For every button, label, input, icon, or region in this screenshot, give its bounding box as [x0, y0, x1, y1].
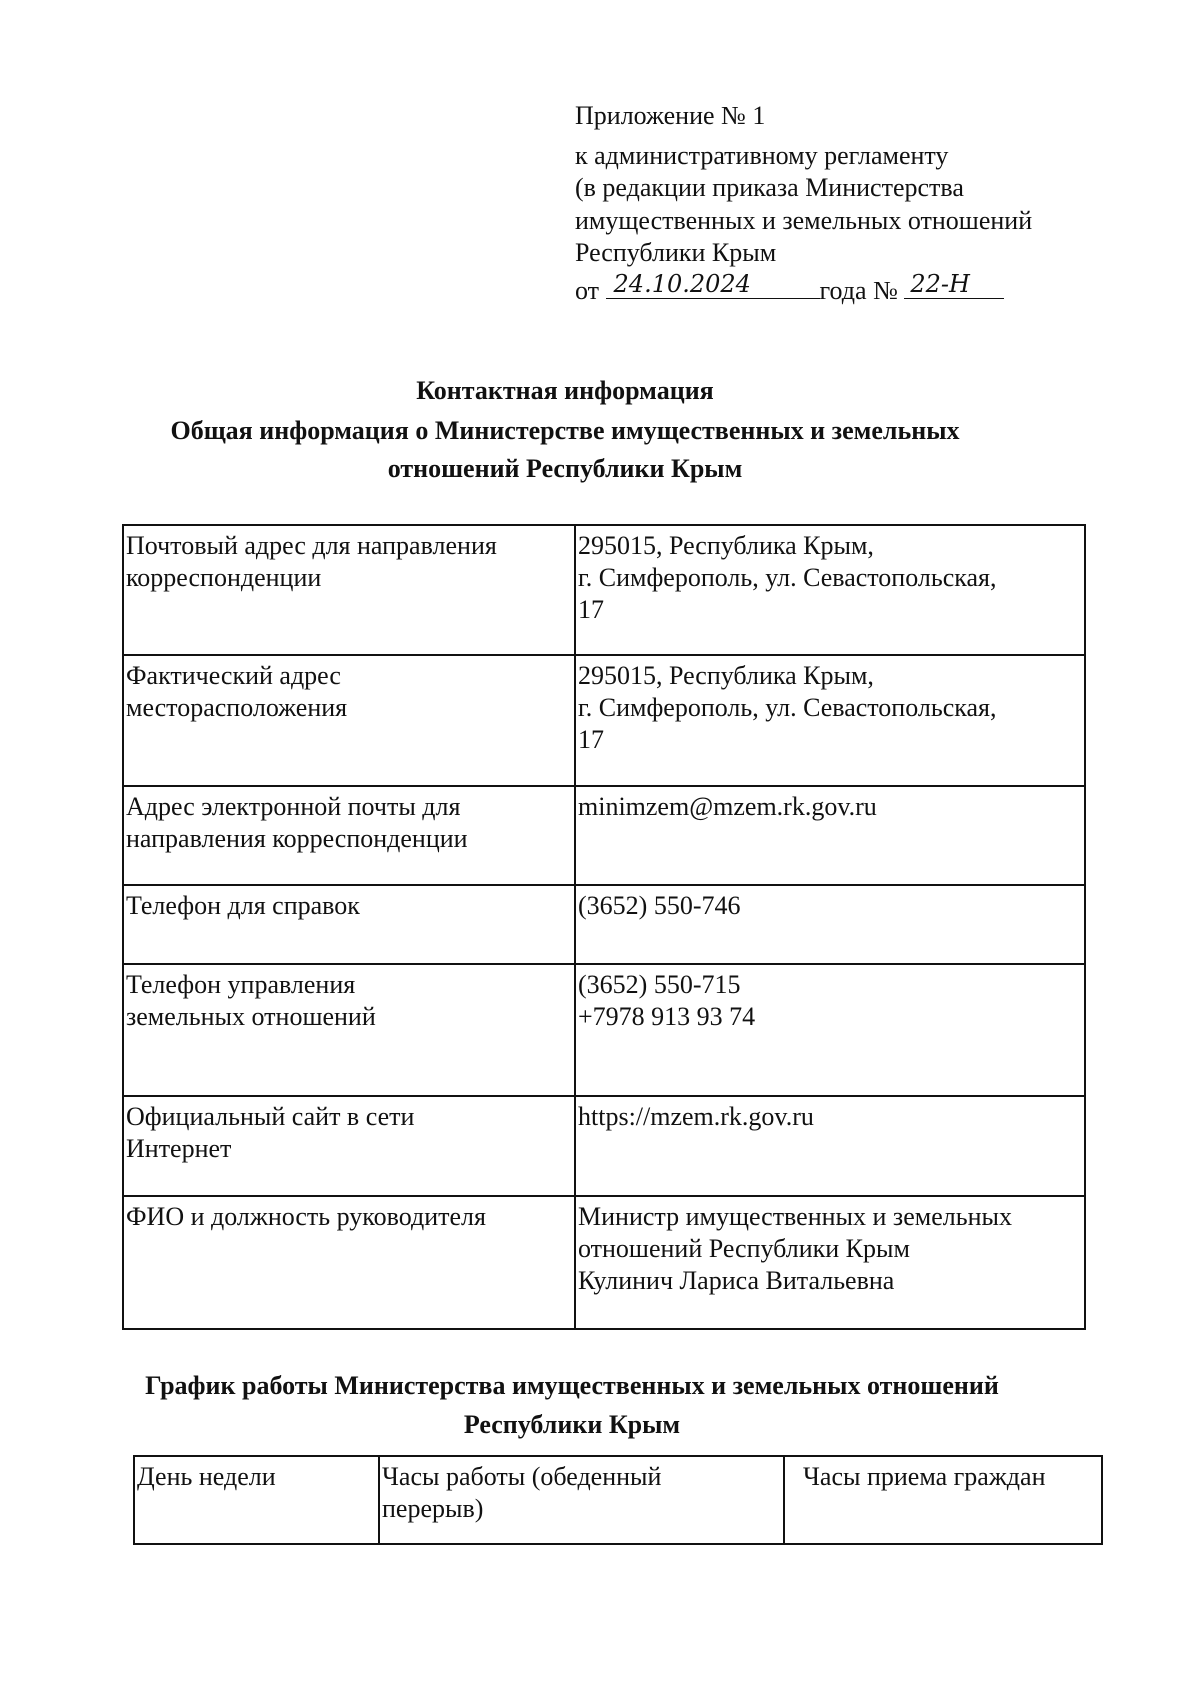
row-label: Телефон управления земельных отношений [123, 964, 575, 1096]
row-label: Официальный сайт в сети Интернет [123, 1096, 575, 1196]
heading-line-1: Контактная информация [416, 376, 714, 405]
row-value: 295015, Республика Крым, г. Симферополь, ул. Севастопольская, 17 [575, 525, 1085, 655]
year-label: года № [819, 276, 898, 305]
row-label: ФИО и должность руководителя [123, 1196, 575, 1329]
handwritten-date: 24.10.2024 [613, 270, 751, 298]
table-row [123, 525, 1085, 655]
number-field [904, 272, 1004, 299]
schedule-title-line-1: График работы Министерства имущественных и земельных отношений [145, 1371, 999, 1400]
row-value: Министр имущественных и земельных отношений Республики Крым Кулинич Лариса Витальевна [575, 1196, 1085, 1329]
row-value: minimzem@mzem.rk.gov.ru [575, 786, 1085, 885]
row-value: https://mzem.rk.gov.ru [575, 1096, 1085, 1196]
table-row [123, 1096, 1085, 1196]
row-value: 295015, Республика Крым, г. Симферополь, ул. Севастопольская, 17 [575, 655, 1085, 786]
row-label: Телефон для справок [123, 885, 575, 964]
table-row [123, 786, 1085, 885]
header-reception-hours: Часы приема граждан [784, 1456, 1102, 1544]
row-value: (3652) 550-746 [575, 885, 1085, 964]
handwritten-number: 22-Н [910, 270, 970, 298]
appendix-date-line [575, 272, 1004, 307]
date-field [606, 272, 820, 299]
row-label: Фактический адрес месторасположения [123, 655, 575, 786]
row-label: Адрес электронной почты для направления корреспонденции [123, 786, 575, 885]
appendix-line-1: Приложение № 1 [575, 101, 766, 130]
row-value: (3652) 550-715 +7978 913 93 74 [575, 964, 1085, 1096]
table-row [123, 964, 1085, 1096]
table-row [123, 885, 1085, 964]
header-day: День недели [134, 1456, 379, 1544]
row-label: Почтовый адрес для направления корреспонденции [123, 525, 575, 655]
schedule-table [133, 1455, 1103, 1545]
schedule-header-row [134, 1456, 1102, 1544]
schedule-title-line-2: Республики Крым [463, 1410, 681, 1439]
contact-table [122, 524, 1086, 1330]
table-row [123, 655, 1085, 786]
appendix-line-3: (в редакции приказа Министерства [575, 173, 964, 202]
heading-line-3: отношений Республики Крым [387, 454, 743, 483]
appendix-line-4: имущественных и земельных отношений [575, 206, 1033, 235]
header-work-hours: Часы работы (обеденный перерыв) [379, 1456, 784, 1544]
appendix-line-5: Республики Крым [575, 238, 777, 267]
appendix-line-2: к административному регламенту [575, 141, 949, 170]
table-row [123, 1196, 1085, 1329]
heading-line-2: Общая информация о Министерстве имущественных и земельных [170, 416, 960, 445]
from-prefix: от [575, 276, 600, 305]
